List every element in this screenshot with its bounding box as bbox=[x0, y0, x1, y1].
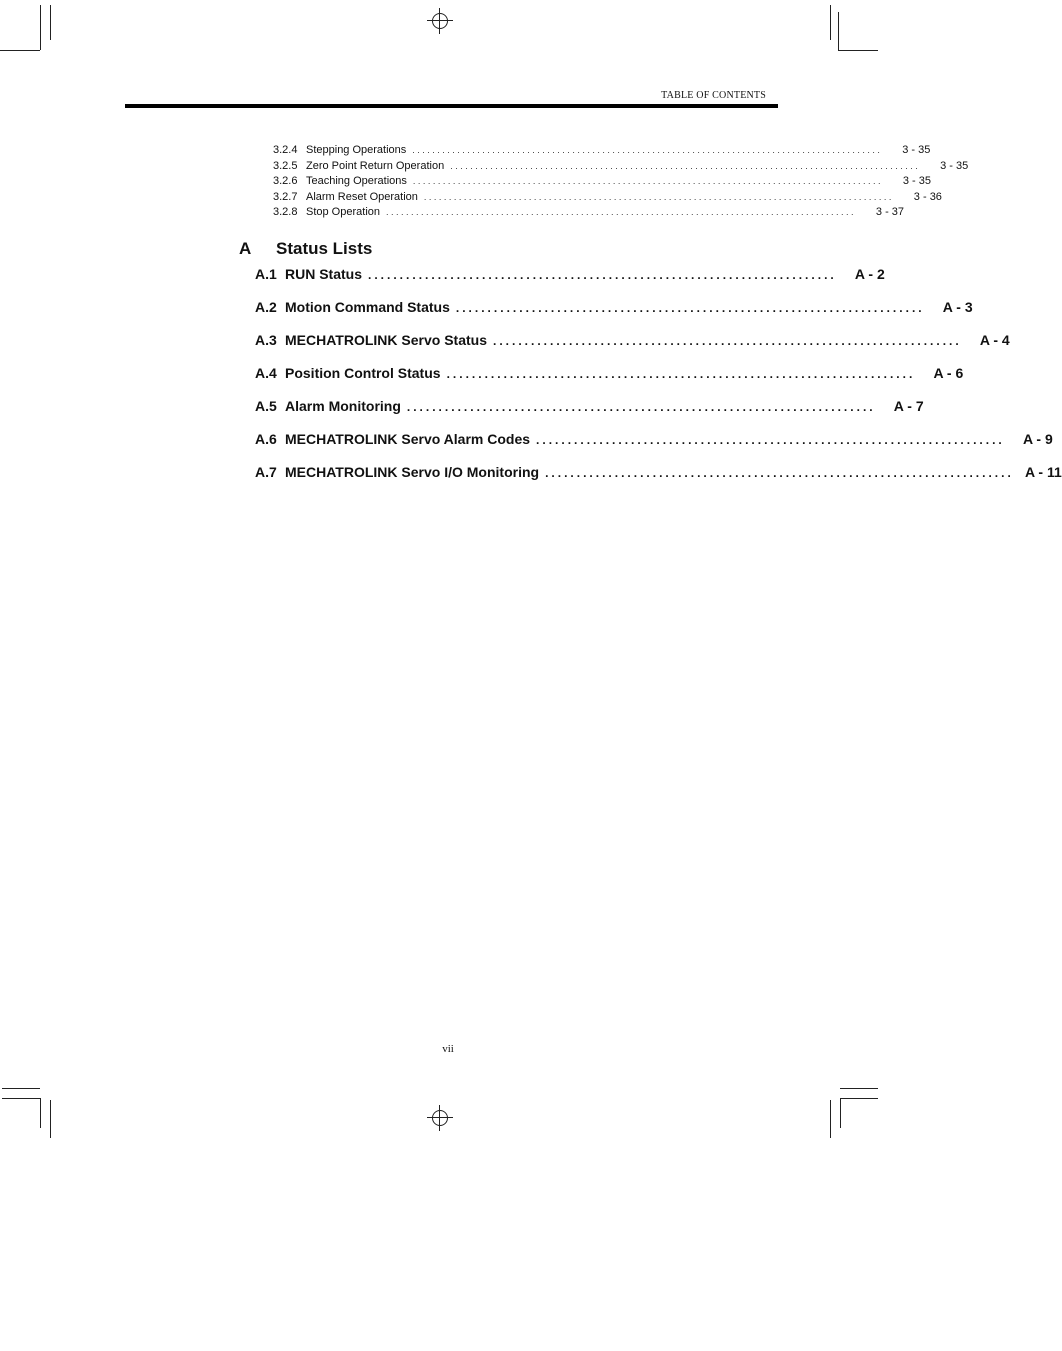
registration-mark-bottom bbox=[427, 1105, 453, 1131]
toc-entry-a-3[interactable] bbox=[255, 332, 1010, 365]
entry-page: 3 - 37 bbox=[875, 206, 905, 218]
entry-number: A.4 bbox=[255, 365, 277, 381]
running-header: TABLE OF CONTENTS bbox=[661, 90, 766, 101]
entry-title: Stop Operation bbox=[306, 206, 380, 218]
crop-mark bbox=[840, 1098, 878, 1099]
appendix-heading[interactable] bbox=[239, 239, 372, 259]
entry-page: 3 - 36 bbox=[913, 190, 942, 203]
entry-number: 3.2.4 bbox=[273, 144, 298, 156]
dot-leader: .......................................................................... bbox=[446, 367, 916, 381]
toc-entry-a-7[interactable] bbox=[255, 464, 1062, 497]
dot-leader: .............................................................................................. bbox=[423, 191, 894, 202]
toc-entry-a-5[interactable] bbox=[255, 398, 924, 431]
entry-title: Teaching Operations bbox=[306, 175, 407, 187]
toc-entry-a-1[interactable] bbox=[255, 266, 885, 299]
entry-number: 3.2.7 bbox=[273, 190, 298, 203]
toc-entry-a-2[interactable] bbox=[255, 299, 973, 332]
crop-mark bbox=[840, 1098, 841, 1128]
dot-leader: .......................................................................... bbox=[406, 400, 876, 414]
dot-leader: .............................................................................................. bbox=[386, 207, 857, 217]
entry-number: A.6 bbox=[255, 431, 277, 447]
entry-number: A.1 bbox=[255, 266, 277, 282]
entry-page: A - 6 bbox=[933, 365, 964, 381]
toc-entry-3-2-6[interactable] bbox=[273, 175, 931, 191]
crop-mark bbox=[840, 1088, 878, 1089]
crop-mark bbox=[40, 1098, 41, 1128]
entry-number: A.7 bbox=[255, 464, 277, 480]
registration-mark-top bbox=[427, 8, 453, 34]
crop-mark bbox=[0, 50, 40, 51]
entry-page: A - 11 bbox=[1024, 464, 1062, 480]
appendix-letter: A bbox=[239, 239, 252, 258]
entry-number: 3.2.6 bbox=[273, 175, 298, 187]
crop-mark bbox=[2, 1098, 40, 1099]
entry-page: A - 2 bbox=[854, 266, 885, 282]
entry-page: 3 - 35 bbox=[940, 159, 969, 172]
dot-leader: .............................................................................................. bbox=[450, 160, 921, 171]
entry-title: Motion Command Status bbox=[285, 299, 450, 315]
entry-page: A - 3 bbox=[942, 299, 973, 315]
entry-title: RUN Status bbox=[285, 266, 363, 282]
toc-entry-3-2-7[interactable] bbox=[273, 190, 942, 207]
page-number: vii bbox=[442, 1043, 454, 1055]
crop-mark bbox=[50, 5, 51, 40]
entry-page: A - 4 bbox=[979, 332, 1010, 348]
dot-leader: .............................................................................................. bbox=[412, 176, 883, 186]
crop-mark bbox=[2, 1088, 40, 1089]
entry-title: Position Control Status bbox=[285, 365, 441, 381]
crop-mark bbox=[830, 5, 831, 40]
dot-leader: .......................................................................... bbox=[492, 334, 962, 348]
entry-title: Zero Point Return Operation bbox=[306, 159, 445, 172]
entry-page: A - 9 bbox=[1022, 431, 1053, 447]
toc-entry-3-2-5[interactable] bbox=[273, 159, 969, 176]
entry-title: MECHATROLINK Servo Alarm Codes bbox=[285, 431, 531, 447]
crop-mark bbox=[830, 1100, 831, 1138]
appendix-section-list bbox=[255, 266, 1062, 497]
dot-leader: .......................................................................... bbox=[368, 268, 837, 282]
crop-mark bbox=[40, 5, 41, 50]
toc-entry-3-2-8[interactable] bbox=[273, 206, 905, 222]
header-rule bbox=[125, 104, 778, 108]
entry-page: 3 - 35 bbox=[902, 144, 931, 156]
entry-number: A.2 bbox=[255, 299, 277, 315]
entry-title: Alarm Monitoring bbox=[285, 398, 401, 414]
dot-leader: .......................................................................... bbox=[536, 433, 1005, 447]
entry-number: 3.2.5 bbox=[273, 159, 298, 172]
entry-page: A - 7 bbox=[893, 398, 924, 414]
toc-entry-a-6[interactable] bbox=[255, 431, 1053, 464]
crop-mark bbox=[50, 1100, 51, 1138]
dot-leader: .......................................................................... bbox=[455, 301, 925, 315]
crop-mark bbox=[838, 50, 878, 51]
entry-number: 3.2.8 bbox=[273, 206, 298, 218]
dot-leader: .......................................................................... bbox=[545, 466, 1014, 480]
appendix-title: Status Lists bbox=[276, 239, 373, 258]
toc-entry-3-2-4[interactable] bbox=[273, 144, 931, 160]
entry-title: Alarm Reset Operation bbox=[306, 190, 418, 203]
entry-page: 3 - 35 bbox=[902, 175, 931, 187]
crop-mark bbox=[838, 12, 839, 50]
subsection-list bbox=[273, 144, 969, 222]
entry-title: Stepping Operations bbox=[306, 144, 407, 156]
entry-number: A.3 bbox=[255, 332, 277, 348]
entry-number: A.5 bbox=[255, 398, 277, 414]
entry-title: MECHATROLINK Servo I/O Monitoring bbox=[285, 464, 540, 480]
dot-leader: .............................................................................................. bbox=[412, 145, 883, 155]
toc-entry-a-4[interactable] bbox=[255, 365, 964, 398]
entry-title: MECHATROLINK Servo Status bbox=[285, 332, 487, 348]
